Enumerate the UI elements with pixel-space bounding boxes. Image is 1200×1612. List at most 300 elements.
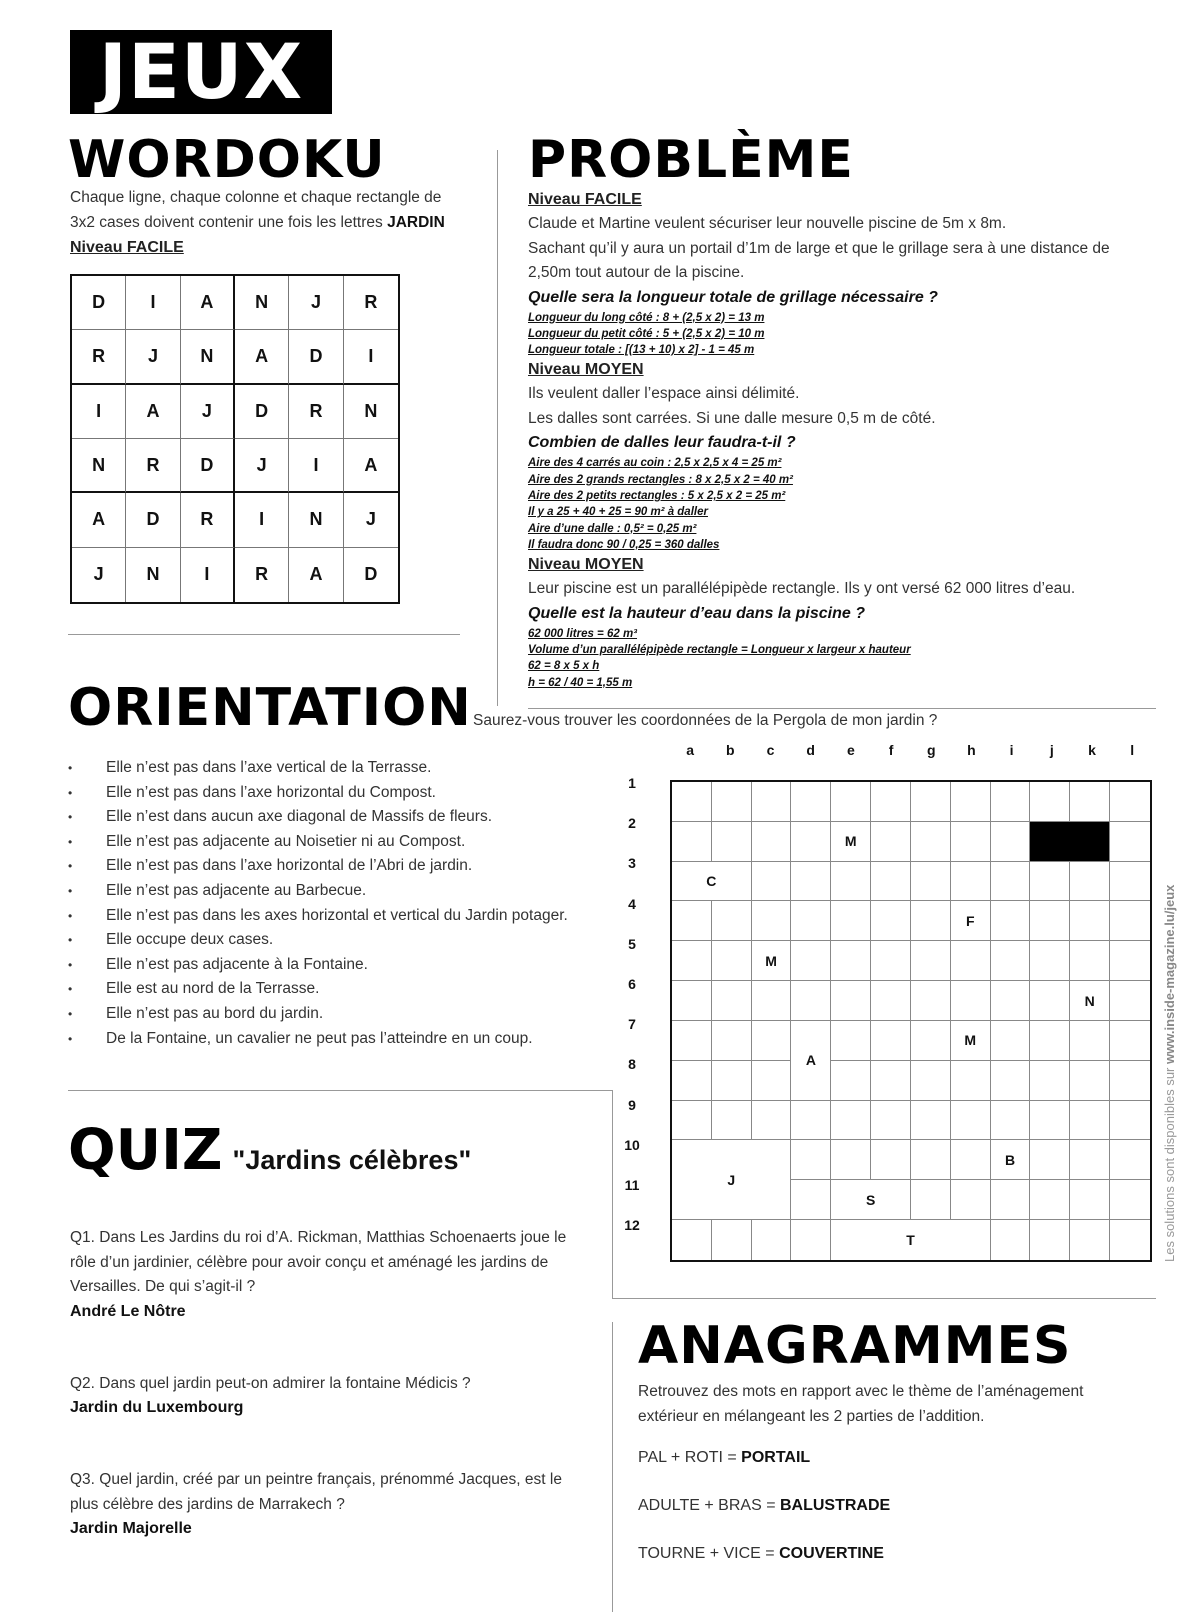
grid-cell[interactable]	[951, 862, 991, 902]
row-label: 10	[624, 1136, 640, 1153]
grid-cell[interactable]	[752, 1101, 792, 1141]
coordinate-grid	[670, 780, 1152, 1262]
wordoku-cell[interactable]: D	[289, 330, 343, 384]
probleme-text: Claude et Martine veulent sécuriser leur nouvelle piscine de 5m x 8m.	[528, 215, 1007, 232]
grid-cell[interactable]	[1110, 1061, 1150, 1101]
grid-cell[interactable]	[871, 1140, 911, 1180]
grid-cell[interactable]	[672, 1061, 712, 1101]
row-label: 6	[628, 975, 636, 992]
column-label: g	[926, 742, 936, 758]
probleme-question: Combien de dalles leur faudra-t-il ?	[528, 434, 796, 452]
grid-cell[interactable]	[951, 822, 991, 862]
quiz-item	[70, 1468, 570, 1541]
wordoku-cell[interactable]: I	[344, 330, 398, 384]
clue-text: Elle n’est pas dans l’axe horizontal de l’Abri de jardin.	[106, 857, 473, 875]
probleme-answer: Longueur totale : [(13 + 10) x 2] - 1 = 45 m	[528, 344, 755, 357]
grid-cell[interactable]	[1030, 1220, 1070, 1260]
clue-item	[68, 1002, 608, 1027]
garden-item-cell[interactable]: M	[752, 941, 792, 981]
grid-cell[interactable]	[1110, 822, 1150, 862]
grid-cell[interactable]	[1030, 981, 1070, 1021]
grid-cell[interactable]	[1070, 1061, 1110, 1101]
grid-cell[interactable]	[911, 782, 951, 822]
wordoku-title: WORDOKU	[68, 130, 386, 190]
probleme-question: Quelle est la hauteur d’eau dans la piscine ?	[528, 604, 865, 622]
grid-cell[interactable]	[1110, 862, 1150, 902]
probleme-title: PROBLÈME	[528, 130, 854, 190]
grid-cell[interactable]	[712, 1220, 752, 1260]
grid-cell[interactable]	[752, 1021, 792, 1061]
clue-text: Elle n’est pas adjacente à la Fontaine.	[106, 955, 368, 973]
garden-item-cell[interactable]: J	[672, 1140, 791, 1220]
quiz-header	[68, 1118, 471, 1183]
grid-cell[interactable]	[831, 941, 871, 981]
clue-text: Elle n’est pas dans les axes horizontal et vertical du Jardin potager.	[106, 906, 568, 924]
grid-cell[interactable]	[871, 901, 911, 941]
grid-cell[interactable]	[1110, 1180, 1150, 1220]
grid-cell[interactable]	[871, 1021, 911, 1061]
grid-cell[interactable]	[672, 981, 712, 1021]
clue-item	[68, 756, 608, 781]
grid-cell[interactable]	[672, 822, 712, 862]
quiz-question: Q3. Quel jardin, créé par un peintre français, prénommé Jacques, est le plus célèbre des jardins de Marrakech ?	[70, 1471, 562, 1513]
wordoku-cell[interactable]: A	[289, 548, 343, 602]
wordoku-cell[interactable]: J	[126, 330, 180, 384]
bullet-icon: •	[68, 883, 73, 898]
grid-cell[interactable]	[871, 822, 911, 862]
grid-cell[interactable]	[951, 1061, 991, 1101]
wordoku-cell[interactable]: N	[289, 493, 343, 547]
grid-cell[interactable]	[871, 1101, 911, 1141]
probleme-answer: Il faudra donc 90 / 0,25 = 360 dalles	[528, 538, 720, 551]
wordoku-cell[interactable]: N	[72, 439, 126, 493]
wordoku-cell[interactable]: I	[72, 385, 126, 439]
grid-cell[interactable]	[991, 1061, 1031, 1101]
grid-cell[interactable]	[752, 981, 792, 1021]
wordoku-cell[interactable]: D	[72, 276, 126, 330]
grid-cell[interactable]	[1030, 941, 1070, 981]
wordoku-cell[interactable]: A	[72, 493, 126, 547]
column-label: a	[686, 742, 694, 758]
grid-cell[interactable]	[871, 981, 911, 1021]
anagram-puzzle: TOURNE + VICE =	[638, 1545, 780, 1562]
grid-cell[interactable]	[672, 1101, 712, 1141]
probleme-part	[528, 553, 1168, 691]
grid-cell[interactable]	[712, 981, 752, 1021]
grid-cell[interactable]	[951, 1101, 991, 1141]
probleme-text: Leur piscine est un parallélépipède rectangle. Ils y ont versé 62 000 litres d’eau.	[528, 580, 1076, 598]
column-label: j	[1049, 742, 1054, 758]
instructions-text: 3x2 cases doivent contenir une fois les lettres	[70, 213, 383, 231]
grid-column-labels	[670, 742, 1152, 758]
clue-item	[68, 953, 608, 978]
wordoku-cell[interactable]: D	[235, 385, 289, 439]
blocked-cell[interactable]	[1030, 822, 1110, 862]
grid-cell[interactable]	[791, 862, 831, 902]
probleme-part	[528, 188, 1168, 358]
grid-cell[interactable]	[991, 901, 1031, 941]
wordoku-grid	[70, 274, 400, 604]
clue-item	[68, 904, 608, 929]
grid-cell[interactable]	[752, 1061, 792, 1101]
clue-text: Elle n’est pas dans l’axe vertical de la Terrasse.	[106, 759, 432, 776]
probleme-answer: Volume d’un parallélépipède rectangle = Longueur x largeur x hauteur	[528, 643, 911, 656]
grid-cell[interactable]	[911, 1140, 951, 1180]
clue-text: De la Fontaine, un cavalier ne peut pas l’atteindre en un coup.	[106, 1029, 533, 1047]
clue-item	[68, 977, 608, 1002]
divider	[612, 1298, 1156, 1299]
row-label: 3	[628, 855, 636, 872]
grid-cell[interactable]	[991, 862, 1031, 902]
row-label: 7	[628, 1016, 636, 1033]
anagram-answer: PORTAIL	[741, 1449, 811, 1466]
wordoku-cell[interactable]: J	[344, 493, 398, 547]
grid-cell[interactable]	[871, 941, 911, 981]
probleme-body	[528, 188, 1168, 691]
grid-cell[interactable]	[991, 1101, 1031, 1141]
grid-cell[interactable]	[672, 901, 712, 941]
grid-cell[interactable]	[871, 782, 911, 822]
grid-cell[interactable]	[831, 782, 871, 822]
anagram-answer: BALUSTRADE	[779, 1497, 891, 1514]
grid-cell[interactable]	[911, 941, 951, 981]
grid-cell[interactable]	[1110, 901, 1150, 941]
garden-item-cell[interactable]: M	[951, 1021, 991, 1061]
garden-item-cell[interactable]: C	[672, 862, 752, 902]
solutions-note-text: Les solutions sont disponibles sur	[1162, 1063, 1177, 1262]
grid-cell[interactable]	[991, 1180, 1031, 1220]
wordoku-cell[interactable]: J	[235, 439, 289, 493]
grid-cell[interactable]	[1110, 941, 1150, 981]
anagram-item	[638, 1542, 890, 1566]
grid-cell[interactable]	[911, 901, 951, 941]
probleme-answer: Longueur du long côté : 8 + (2,5 x 2) = 13 m	[528, 311, 765, 324]
instructions-line-1: Chaque ligne, chaque colonne et chaque rectangle de	[70, 189, 442, 206]
grid-cell[interactable]	[791, 981, 831, 1021]
grid-cell[interactable]	[752, 782, 792, 822]
grid-cell[interactable]	[831, 1021, 871, 1061]
wordoku-cell[interactable]: R	[235, 548, 289, 602]
divider	[612, 1322, 613, 1612]
clue-item	[68, 1027, 608, 1052]
wordoku-cell[interactable]: A	[344, 439, 398, 493]
clue-text: Elle n’est pas adjacente au Noisetier ni au Compost.	[106, 832, 466, 850]
grid-cell[interactable]	[1030, 1061, 1070, 1101]
grid-cell[interactable]	[752, 862, 792, 902]
row-label: 5	[628, 935, 636, 952]
wordoku-instructions	[70, 186, 470, 235]
column-label: l	[1130, 742, 1135, 758]
grid-cell[interactable]	[1070, 782, 1110, 822]
column-label: h	[967, 742, 976, 758]
grid-cell[interactable]	[712, 822, 752, 862]
grid-cell[interactable]	[791, 1101, 831, 1141]
quiz-title: QUIZ	[68, 1118, 223, 1183]
row-label: 8	[628, 1056, 636, 1073]
quiz-answer: André Le Nôtre	[70, 1302, 186, 1320]
column-label: k	[1088, 742, 1096, 758]
grid-cell[interactable]	[791, 901, 831, 941]
probleme-text: Ils veulent daller l’espace ainsi délimité.	[528, 385, 800, 403]
probleme-answer: Aire des 4 carrés au coin : 2,5 x 2,5 x 4 = 25 m²	[528, 457, 782, 470]
row-label: 12	[624, 1217, 640, 1234]
probleme-text: Les dalles sont carrées. Si une dalle mesure 0,5 m de côté.	[528, 409, 936, 427]
garden-item-cell[interactable]: F	[951, 901, 991, 941]
wordoku-cell[interactable]: A	[126, 385, 180, 439]
anagrammes-title: ANAGRAMMES	[638, 1316, 1072, 1376]
grid-cell[interactable]	[712, 1101, 752, 1141]
grid-cell[interactable]	[831, 1061, 871, 1101]
grid-cell[interactable]	[951, 782, 991, 822]
grid-cell[interactable]	[1110, 1021, 1150, 1061]
grid-cell[interactable]	[791, 782, 831, 822]
wordoku-cell[interactable]: I	[235, 493, 289, 547]
grid-cell[interactable]	[911, 862, 951, 902]
wordoku-cell[interactable]: N	[344, 385, 398, 439]
row-label: 11	[624, 1176, 640, 1193]
instructions-line-2	[70, 211, 470, 236]
garden-item-cell[interactable]: S	[831, 1180, 911, 1220]
grid-cell[interactable]	[672, 782, 712, 822]
grid-cell[interactable]	[1070, 1220, 1110, 1260]
grid-cell[interactable]	[1110, 782, 1150, 822]
grid-cell[interactable]	[712, 941, 752, 981]
orientation-subtitle: Saurez-vous trouver les coordonnées de la Pergola de mon jardin ?	[473, 712, 938, 729]
quiz-question: Q1. Dans Les Jardins du roi d’A. Rickman, Matthias Schoenaerts joue le rôle d’un jardinier, célèbre pour avoir conçu et aménagé les jardins de Versailles. De qui s’agit-il ?	[70, 1229, 567, 1295]
bullet-icon: •	[68, 1031, 73, 1046]
grid-cell[interactable]	[1030, 1180, 1070, 1220]
grid-cell[interactable]	[791, 1220, 831, 1260]
anagram-answer: COUVERTINE	[779, 1545, 884, 1562]
divider	[68, 1090, 612, 1091]
instructions-letters: JARDIN	[387, 213, 445, 231]
wordoku-cell[interactable]: R	[181, 493, 235, 547]
column-label: e	[846, 742, 855, 758]
grid-cell[interactable]	[712, 1061, 752, 1101]
probleme-part	[528, 358, 1168, 553]
wordoku-cell[interactable]: A	[181, 276, 235, 330]
grid-cell[interactable]	[831, 862, 871, 902]
grid-cell[interactable]	[831, 1140, 871, 1180]
grid-cell[interactable]	[911, 981, 951, 1021]
quiz-answer: Jardin Majorelle	[70, 1520, 192, 1537]
wordoku-cell[interactable]: J	[181, 385, 235, 439]
wordoku-cell[interactable]: R	[344, 276, 398, 330]
grid-cell[interactable]	[951, 1180, 991, 1220]
bullet-icon: •	[68, 810, 73, 825]
column-label: f	[888, 742, 894, 758]
anagrammes-list	[638, 1446, 890, 1590]
grid-cell[interactable]	[752, 822, 792, 862]
bullet-icon: •	[68, 859, 73, 874]
divider	[497, 150, 498, 706]
clue-item	[68, 928, 608, 953]
grid-cell[interactable]	[712, 782, 752, 822]
grid-cell[interactable]	[1070, 1021, 1110, 1061]
grid-cell[interactable]	[1070, 1180, 1110, 1220]
grid-cell[interactable]	[1070, 941, 1110, 981]
clue-item	[68, 805, 608, 830]
grid-cell[interactable]	[672, 941, 712, 981]
wordoku-cell[interactable]: J	[289, 276, 343, 330]
grid-cell[interactable]	[911, 1180, 951, 1220]
wordoku-cell[interactable]: R	[289, 385, 343, 439]
anagram-item	[638, 1494, 890, 1518]
wordoku-cell[interactable]: N	[235, 276, 289, 330]
grid-cell[interactable]	[1110, 1220, 1150, 1260]
quiz-answer: Jardin du Luxembourg	[70, 1399, 244, 1416]
grid-cell[interactable]	[951, 981, 991, 1021]
grid-cell[interactable]	[712, 901, 752, 941]
solutions-link[interactable]: www.inside-magazine.lu/jeux	[1162, 884, 1177, 1064]
clue-item	[68, 879, 608, 904]
grid-cell[interactable]	[991, 1220, 1031, 1260]
clue-text: Elle occupe deux cases.	[106, 931, 274, 949]
bullet-icon: •	[68, 785, 73, 800]
clue-text: Elle n’est pas au bord du jardin.	[106, 1004, 324, 1022]
page-title: JEUX	[70, 30, 332, 114]
grid-cell[interactable]	[672, 1021, 712, 1061]
grid-cell[interactable]	[1030, 1021, 1070, 1061]
row-label: 9	[628, 1096, 636, 1113]
garden-item-cell[interactable]: T	[831, 1220, 990, 1260]
wordoku-cell[interactable]: N	[181, 330, 235, 384]
grid-cell[interactable]	[791, 1140, 831, 1180]
grid-cell[interactable]	[752, 901, 792, 941]
probleme-answer: 62 000 litres = 62 m³	[528, 627, 638, 640]
grid-cell[interactable]	[791, 941, 831, 981]
clue-text: Elle n’est pas adjacente au Barbecue.	[106, 881, 367, 899]
grid-cell[interactable]	[672, 1220, 712, 1260]
bullet-icon: •	[68, 908, 73, 923]
grid-cell[interactable]	[1030, 1140, 1070, 1180]
grid-cell[interactable]	[951, 1140, 991, 1180]
wordoku-cell[interactable]: N	[126, 548, 180, 602]
column-label: i	[1009, 742, 1014, 758]
probleme-answer: Longueur du petit côté : 5 + (2,5 x 2) = 10 m	[528, 327, 765, 340]
wordoku-cell[interactable]: R	[126, 439, 180, 493]
grid-cell[interactable]	[791, 822, 831, 862]
quiz-item	[70, 1226, 570, 1324]
garden-item-cell[interactable]: N	[1070, 981, 1110, 1021]
grid-cell[interactable]	[831, 981, 871, 1021]
clue-item	[68, 781, 608, 806]
bullet-icon: •	[68, 834, 73, 849]
wordoku-cell[interactable]: D	[126, 493, 180, 547]
grid-cell[interactable]	[871, 1061, 911, 1101]
probleme-text: Sachant qu’il y aura un portail d’1m de large et que le grillage sera à une distance de	[528, 239, 1110, 257]
probleme-level: Niveau FACILE	[528, 191, 642, 208]
quiz-item	[70, 1372, 570, 1421]
orientation-title: ORIENTATION	[68, 678, 472, 738]
grid-cell[interactable]	[752, 1220, 792, 1260]
quiz-question: Q2. Dans quel jardin peut-on admirer la fontaine Médicis ?	[70, 1374, 471, 1392]
wordoku-cell[interactable]: A	[235, 330, 289, 384]
column-label: d	[806, 742, 815, 758]
anagram-puzzle: ADULTE + BRAS =	[638, 1497, 780, 1514]
grid-cell[interactable]	[1030, 862, 1070, 902]
grid-cell[interactable]	[1110, 981, 1150, 1021]
bullet-icon: •	[68, 1006, 73, 1021]
grid-cell[interactable]	[871, 862, 911, 902]
probleme-answer: h = 62 / 40 = 1,55 m	[528, 676, 633, 689]
divider	[68, 634, 460, 635]
grid-cell[interactable]	[1070, 901, 1110, 941]
grid-cell[interactable]	[991, 981, 1031, 1021]
probleme-answer: Aire des 2 petits rectangles : 5 x 2,5 x 2 = 25 m²	[528, 489, 786, 502]
grid-cell[interactable]	[991, 1021, 1031, 1061]
anagram-puzzle: PAL + ROTI =	[638, 1449, 742, 1466]
wordoku-cell[interactable]: J	[72, 548, 126, 602]
grid-cell[interactable]	[991, 941, 1031, 981]
wordoku-cell[interactable]: R	[72, 330, 126, 384]
grid-cell[interactable]	[1030, 782, 1070, 822]
probleme-question: Quelle sera la longueur totale de grillage nécessaire ?	[528, 288, 938, 306]
grid-cell[interactable]	[831, 1101, 871, 1141]
grid-cell[interactable]	[911, 1061, 951, 1101]
grid-row-labels	[620, 768, 644, 1250]
grid-cell[interactable]	[1030, 1101, 1070, 1141]
row-label: 1	[628, 775, 636, 791]
garden-item-cell[interactable]: M	[831, 822, 871, 862]
probleme-answer: 62 = 8 x 5 x h	[528, 660, 600, 673]
quiz-questions	[70, 1226, 570, 1589]
garden-item-cell[interactable]: A	[791, 1021, 831, 1101]
grid-cell[interactable]	[911, 1021, 951, 1061]
grid-cell[interactable]	[1070, 1140, 1110, 1180]
probleme-text: 2,50m tout autour de la piscine.	[528, 264, 745, 281]
clue-item	[68, 854, 608, 879]
row-label: 2	[628, 815, 636, 832]
column-label: b	[726, 742, 735, 758]
grid-cell[interactable]	[791, 1180, 831, 1220]
anagram-item	[638, 1446, 890, 1470]
probleme-answer: Il y a 25 + 40 + 25 = 90 m² à daller	[528, 506, 708, 519]
orientation-clues	[68, 756, 608, 1051]
wordoku-cell[interactable]: I	[289, 439, 343, 493]
anagrammes-intro: Retrouvez des mots en rapport avec le thème de l’aménagement extérieur en mélangeant les 2 parties de l’addition.	[638, 1383, 1084, 1425]
grid-cell[interactable]	[1030, 901, 1070, 941]
quiz-subtitle: "Jardins célèbres"	[232, 1145, 472, 1175]
grid-cell[interactable]	[991, 782, 1031, 822]
garden-item-cell[interactable]: B	[991, 1140, 1031, 1180]
grid-cell[interactable]	[831, 901, 871, 941]
wordoku-cell[interactable]: D	[181, 439, 235, 493]
grid-cell[interactable]	[1070, 1101, 1110, 1141]
wordoku-cell[interactable]: I	[181, 548, 235, 602]
wordoku-cell[interactable]: D	[364, 564, 378, 585]
bullet-icon: •	[68, 957, 73, 972]
clue-text: Elle n’est pas dans l’axe horizontal du Compost.	[106, 783, 436, 801]
grid-cell[interactable]	[991, 822, 1031, 862]
grid-cell[interactable]	[911, 822, 951, 862]
probleme-answer: Aire des 2 grands rectangles : 8 x 2,5 x 2 = 40 m²	[528, 473, 793, 486]
grid-cell[interactable]	[1110, 1101, 1150, 1141]
grid-cell[interactable]	[911, 1101, 951, 1141]
wordoku-level: Niveau FACILE	[70, 239, 184, 256]
bullet-icon: •	[68, 761, 73, 775]
wordoku-cell[interactable]: I	[126, 276, 180, 330]
clue-text: Elle est au nord de la Terrasse.	[106, 980, 320, 998]
probleme-level: Niveau MOYEN	[528, 556, 644, 574]
grid-cell[interactable]	[712, 1021, 752, 1061]
bullet-icon: •	[68, 982, 73, 997]
grid-cell[interactable]	[1070, 862, 1110, 902]
grid-cell[interactable]	[951, 941, 991, 981]
grid-cell[interactable]	[1110, 1140, 1150, 1180]
clue-text: Elle n’est dans aucun axe diagonal de Massifs de fleurs.	[106, 808, 493, 826]
bullet-icon: •	[68, 933, 73, 948]
